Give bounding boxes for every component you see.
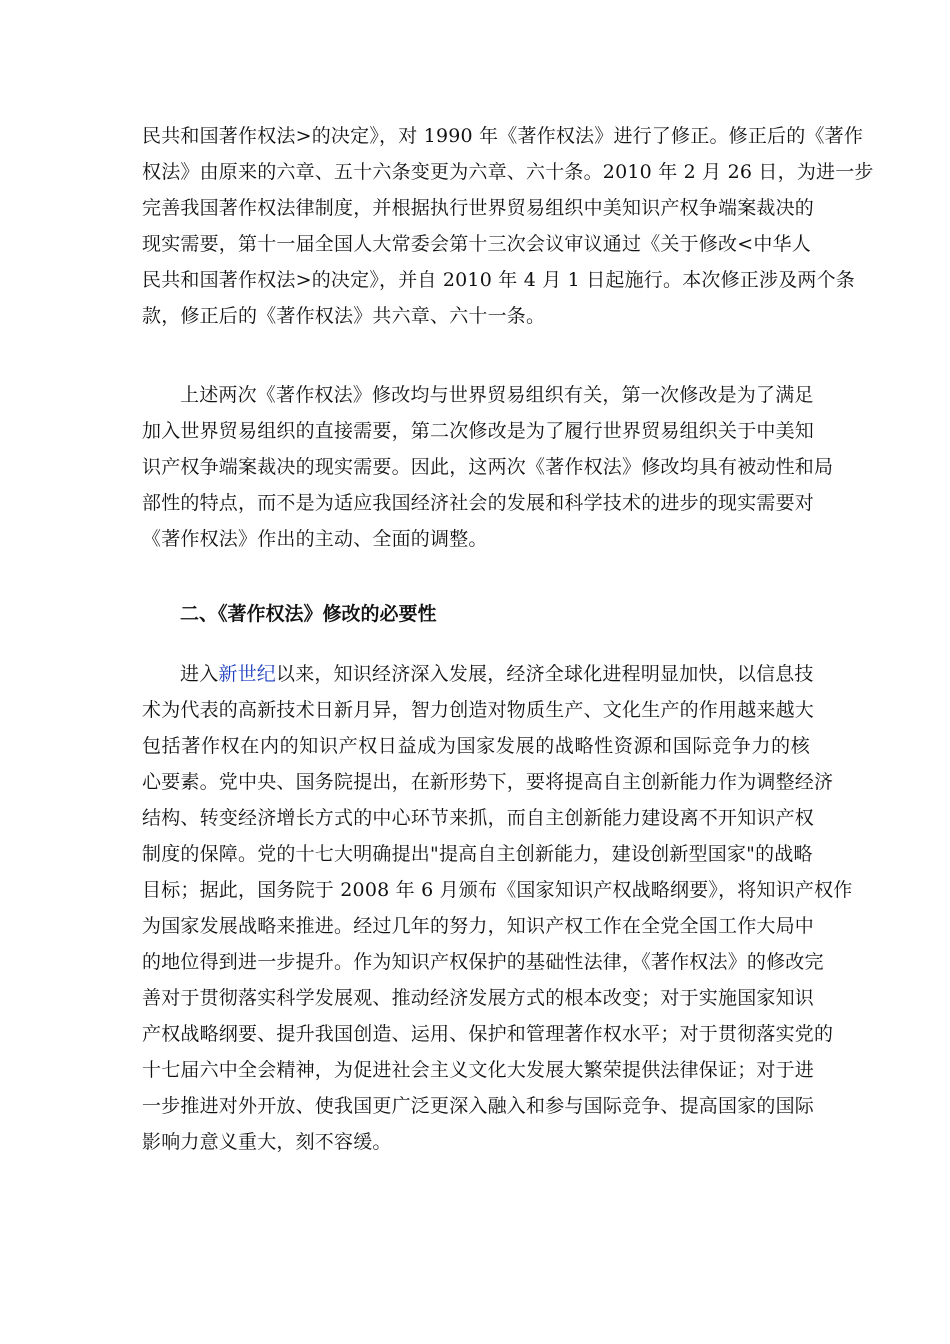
paragraph-line: 影响力意义重大，刻不容缓。 bbox=[142, 1131, 392, 1153]
paragraph-line: 为国家发展战略来推进。经过几年的努力，知识产权工作在全党全国工作大局中 bbox=[142, 915, 815, 937]
paragraph-necessity bbox=[142, 656, 853, 1160]
paragraph-line: 上述两次《著作权法》修改均与世界贸易组织有关，第一次修改是为了满足 bbox=[180, 384, 814, 406]
paragraph-line: 权法》由原来的六章、五十六条变更为六章、六十条。2010 年 2 月 26 日，为进一步 bbox=[142, 161, 874, 183]
paragraph-line: 目标；据此，国务院于 2008 年 6 月颁布《国家知识产权战略纲要》，将知识产权作 bbox=[142, 879, 853, 901]
paragraph-first-line bbox=[142, 656, 814, 692]
paragraph-line: 包括著作权在内的知识产权日益成为国家发展的战略性资源和国际竞争力的核 bbox=[142, 735, 810, 757]
paragraph-line: 心要素。党中央、国务院提出，在新形势下，要将提高自主创新能力作为调整经济 bbox=[142, 771, 834, 793]
paragraph-line: 现实需要，第十一届全国人大常委会第十三次会议审议通过《关于修改<中华人 bbox=[142, 233, 811, 255]
paragraph-line: 《著作权法》作出的主动、全面的调整。 bbox=[142, 528, 488, 550]
paragraph-line: 完善我国著作权法律制度，并根据执行世界贸易组织中美知识产权争端案裁决的 bbox=[142, 197, 815, 219]
paragraph-line: 产权战略纲要、提升我国创造、运用、保护和管理著作权水平；对于贯彻落实党的 bbox=[142, 1023, 834, 1045]
section-heading: 二、《著作权法》修改的必要性 bbox=[180, 603, 437, 625]
paragraph-line: 结构、转变经济增长方式的中心环节来抓，而自主创新能力建设离不开知识产权 bbox=[142, 807, 815, 829]
paragraph-line: 十七届六中全会精神，为促进社会主义文化大发展大繁荣提供法律保证；对于进 bbox=[142, 1059, 815, 1081]
paragraph-amendment-history bbox=[142, 118, 874, 334]
paragraph-line: 一步推进对外开放、使我国更广泛更深入融入和参与国际竞争、提高国家的国际 bbox=[142, 1095, 815, 1117]
paragraph-amendment-analysis bbox=[142, 377, 834, 557]
paragraph-line: 善对于贯彻落实科学发展观、推动经济发展方式的根本改变；对于实施国家知识 bbox=[142, 987, 815, 1009]
paragraph-line: 款，修正后的《著作权法》共六章、六十一条。 bbox=[142, 305, 546, 327]
line-prefix: 进入 bbox=[180, 663, 219, 685]
paragraph-line: 术为代表的高新技术日新月异，智力创造对物质生产、文化生产的作用越来越大 bbox=[142, 699, 815, 721]
paragraph-line: 民共和国著作权法>的决定》，并自 2010 年 4 月 1 日起施行。本次修正涉及两个条 bbox=[142, 269, 855, 291]
paragraph-line: 民共和国著作权法>的决定》，对 1990 年《著作权法》进行了修正。修正后的《著作 bbox=[142, 125, 864, 147]
new-century-link[interactable]: 新世纪 bbox=[218, 663, 277, 685]
line-suffix: 以来，知识经济深入发展，经济全球化进程明显加快，以信息技 bbox=[276, 663, 814, 685]
paragraph-line: 制度的保障。党的十七大明确提出"提高自主创新能力，建设创新型国家"的战略 bbox=[142, 843, 813, 865]
paragraph-line: 加入世界贸易组织的直接需要，第二次修改是为了履行世界贸易组织关于中美知 bbox=[142, 420, 815, 442]
paragraph-line: 的地位得到进一步提升。作为知识产权保护的基础性法律，《著作权法》的修改完 bbox=[142, 951, 824, 973]
paragraph-line: 识产权争端案裁决的现实需要。因此，这两次《著作权法》修改均具有被动性和局 bbox=[142, 456, 834, 478]
paragraph-line: 部性的特点，而不是为适应我国经济社会的发展和科学技术的进步的现实需要对 bbox=[142, 492, 815, 514]
